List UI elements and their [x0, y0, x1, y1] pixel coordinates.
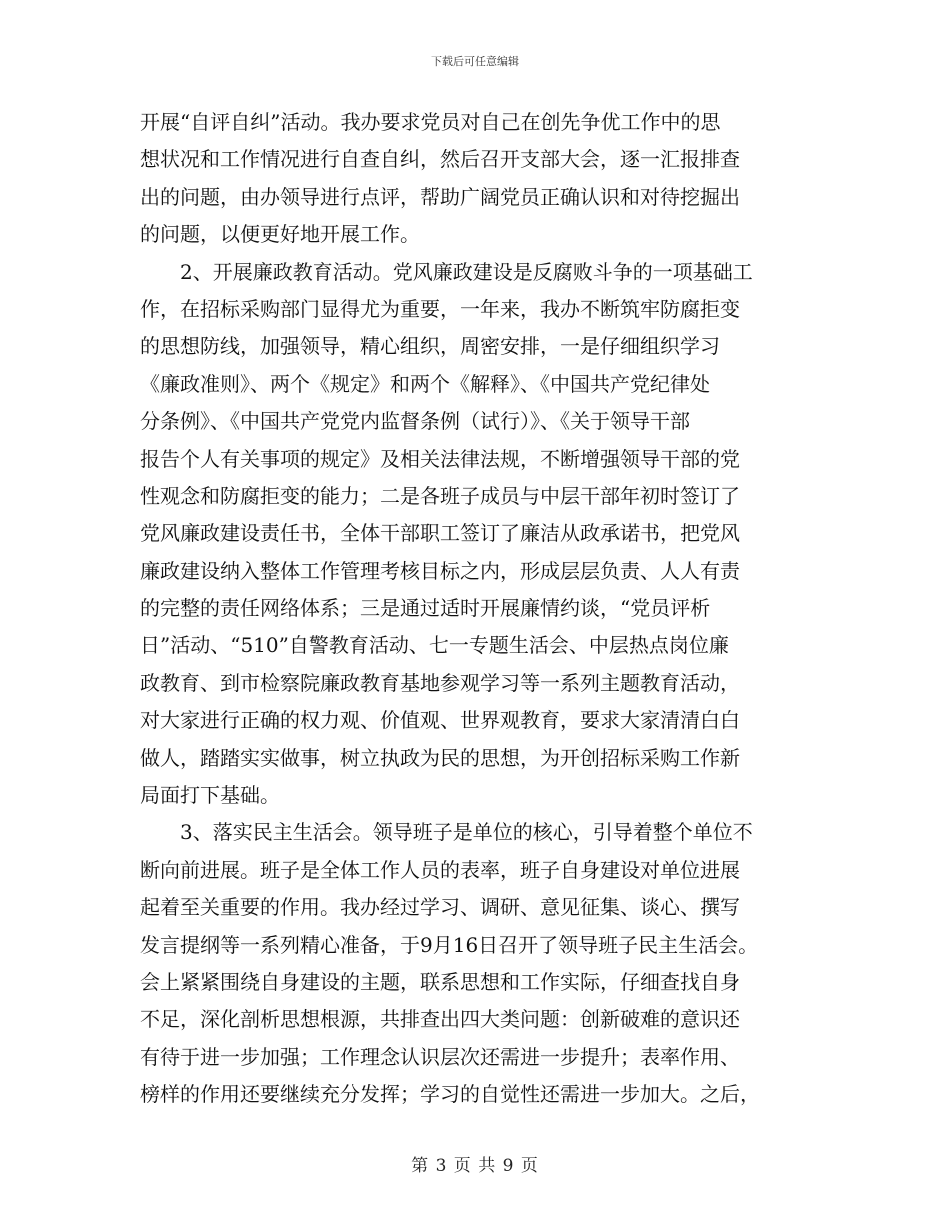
- body-line: 做人，踏踏实实做事，树立执政为民的思想，为开创招标采购工作新: [140, 745, 740, 770]
- body-line: 局面打下基础。: [140, 783, 280, 808]
- body-line: 对大家进行正确的权力观、价值观、世界观教育，要求大家清清白白: [140, 708, 740, 733]
- body-line: 的问题，以便更好地开展工作。: [140, 222, 420, 247]
- body-line: 廉政建设纳入整体工作管理考核目标之内，形成层层负责、人人有责: [140, 558, 740, 583]
- body-line: 的思想防线，加强领导，精心组织，周密安排，一是仔细组织学习: [140, 334, 720, 359]
- body-line: 2、开展廉政教育活动。党风廉政建设是反腐败斗争的一项基础工: [140, 259, 753, 284]
- body-line: 发言提纲等一系列精心准备，于9月16日召开了领导班子民主生活会。: [140, 932, 759, 957]
- body-line: 分条例》、《中国共产党党内监督条例（试行）》、《关于领导干部: [140, 409, 690, 434]
- body-line: 断向前进展。班子是全体工作人员的表率，班子自身建设对单位进展: [140, 857, 740, 882]
- body-line: 政教育、到市检察院廉政教育基地参观学习等一系列主题教育活动，: [140, 670, 740, 695]
- body-line: 党风廉政建设责任书，全体干部职工签订了廉洁从政承诺书，把党风: [140, 521, 740, 546]
- body-line: 会上紧紧围绕自身建设的主题，联系思想和工作实际，仔细查找自身: [140, 969, 740, 994]
- page-number-footer: 第 3 页 共 9 页: [411, 1156, 539, 1176]
- body-line: 起着至关重要的作用。我办经过学习、调研、意见征集、谈心、撰写: [140, 895, 740, 920]
- page-header-note: 下载后可任意编辑: [431, 55, 519, 68]
- body-line: 日”活动、“510”自警教育活动、七一专题生活会、中层热点岗位廉: [140, 633, 729, 658]
- body-line: 3、落实民主生活会。领导班子是单位的核心，引导着整个单位不: [140, 820, 753, 845]
- body-line: 想状况和工作情况进行自查自纠，然后召开支部大会，逐一汇报排查: [140, 147, 740, 172]
- body-line: 作，在招标采购部门显得尤为重要，一年来，我办不断筑牢防腐拒变: [140, 296, 740, 321]
- body-line: 榜样的作用还要继续充分发挥；学习的自觉性还需进一步加大。之后，: [140, 1082, 760, 1107]
- body-line: 《廉政准则》、两个《规定》和两个《解释》、《中国共产党纪律处: [140, 371, 710, 396]
- body-line: 开展“自评自纠”活动。我办要求党员对自己在创先争优工作中的思: [140, 110, 721, 134]
- document-body: [140, 104, 812, 1114]
- body-line: 的完整的责任网络体系；三是通过适时开展廉情约谈，“党员评析: [140, 596, 711, 621]
- body-line: 报告个人有关事项的规定》及相关法律法规，不断增强领导干部的党: [140, 446, 740, 471]
- body-line: 出的问题，由办领导进行点评，帮助广阔党员正确认识和对待挖掘出: [140, 184, 740, 209]
- body-line: 有待于进一步加强；工作理念认识层次还需进一步提升；表率作用、: [140, 1044, 740, 1069]
- body-line: 不足，深化剖析思想根源，共排查出四大类问题：创新破难的意识还: [140, 1007, 740, 1032]
- body-line: 性观念和防腐拒变的能力；二是各班子成员与中层干部年初时签订了: [140, 483, 740, 508]
